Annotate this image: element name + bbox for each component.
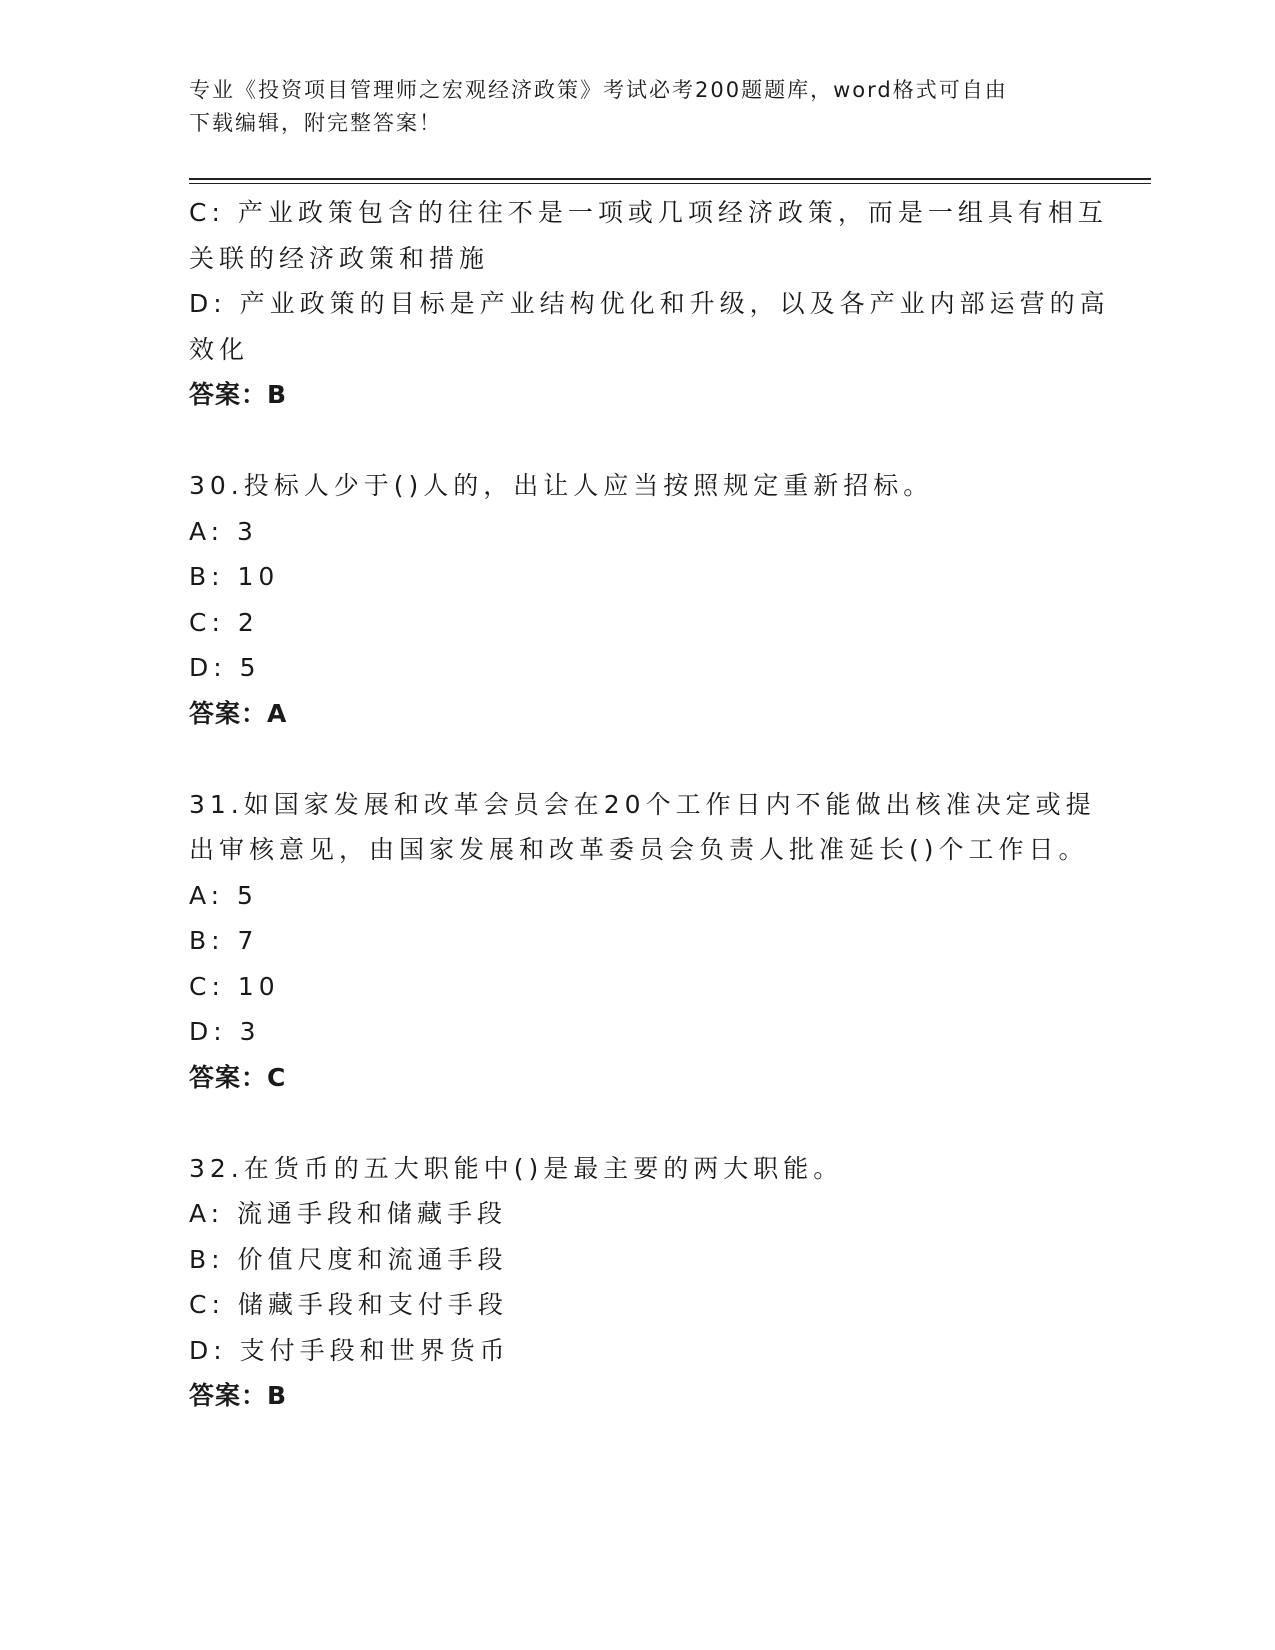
spacer [189,1100,1089,1146]
option-d-line-2: 效化 [189,334,250,364]
spacer [189,418,1089,464]
option-c: C: 储藏手段和支付手段 [189,1290,508,1319]
spacer [189,736,1089,782]
option-b: B: 10 [189,562,280,591]
option-a: A: 3 [189,516,258,546]
answer-label: 答案：A [189,698,288,728]
option-d-line-1: D: 产业政策的目标是产业结构优化和升级，以及各产业内部运营的高 [189,289,1110,318]
option-d: D: 5 [189,653,261,682]
question-block-31 [189,782,1096,1101]
option-a: A: 5 [189,880,258,910]
question-block-29 [189,190,1110,418]
option-b: B: 7 [189,926,259,955]
option-c-line-1: C: 产业政策包含的往往不是一项或几项经济政策，而是一组具有相互 [189,198,1108,227]
answer-label: 答案：B [189,380,288,409]
answer-label: 答案：C [189,1062,287,1092]
option-d: D: 3 [189,1017,261,1046]
document-header [189,74,1069,140]
header-title-line-1: 专业《投资项目管理师之宏观经济政策》考试必考200题题库，word格式可自由 [189,78,1008,102]
question-stem-line-2: 出审核意见，由国家发展和改革委员会负责人批准延长()个工作日。 [189,835,1089,864]
option-d: D: 支付手段和世界货币 [189,1335,510,1365]
question-list [189,190,1110,1419]
option-c-line-2: 关联的经济政策和措施 [189,243,490,273]
option-a: A: 流通手段和储藏手段 [189,1199,508,1228]
header-divider-thin [189,183,1151,184]
header-divider-thick [189,178,1151,180]
answer-label: 答案：B [189,1381,288,1410]
option-b: B: 价值尺度和流通手段 [189,1244,508,1274]
option-c: C: 2 [189,607,259,637]
header-title-line-2: 下载编辑，附完整答案！ [189,111,442,135]
question-stem: 32.在货币的五大职能中()是最主要的两大职能。 [189,1153,844,1183]
option-c: C: 10 [189,971,280,1001]
question-block-30 [189,463,1089,736]
question-stem: 30.投标人少于()人的，出让人应当按照规定重新招标。 [189,471,934,500]
question-block-32 [189,1146,1089,1419]
question-stem-line-1: 31.如国家发展和改革会员会在20个工作日内不能做出核准决定或提 [189,789,1096,819]
